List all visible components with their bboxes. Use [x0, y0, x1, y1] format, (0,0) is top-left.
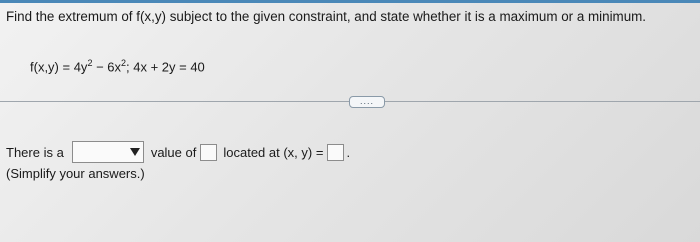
point-input[interactable] — [327, 144, 344, 161]
exponent: 2 — [87, 58, 93, 68]
function-mid: − 6x — [92, 59, 121, 75]
constraint: ; 4x + 2y = 40 — [126, 59, 205, 75]
function-lhs: f(x,y) = 4y — [30, 59, 88, 75]
period: . — [346, 144, 351, 160]
exponent: 2 — [121, 58, 127, 68]
value-input[interactable] — [200, 144, 217, 161]
question-prompt: Find the extremum of f(x,y) subject to the given constraint, and state whether it is a maximum or a minimum. — [6, 9, 647, 24]
dropdown-arrow-icon — [130, 148, 140, 156]
answer-row — [6, 141, 350, 163]
top-accent-bar — [0, 0, 700, 3]
answer-prefix: There is a — [6, 144, 64, 160]
located-at-label: located at (x, y) = — [223, 144, 324, 160]
value-of-label: value of — [150, 144, 197, 160]
extremum-type-dropdown[interactable] — [72, 141, 144, 163]
simplify-hint: (Simplify your answers.) — [6, 166, 145, 181]
more-button[interactable]: .... — [349, 96, 385, 108]
function-constraint — [30, 58, 205, 74]
